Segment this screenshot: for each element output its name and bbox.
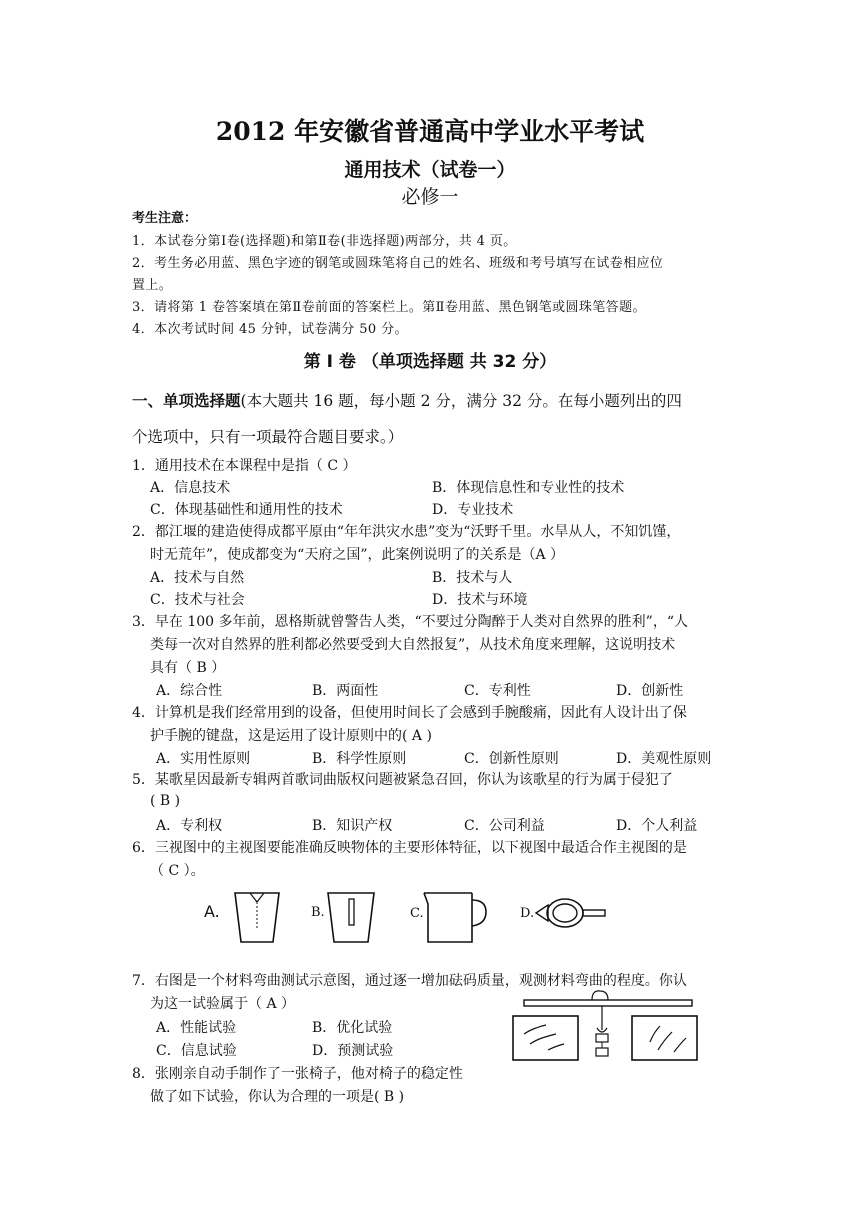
q7-option-d: D．预测试验	[312, 1043, 394, 1059]
q2-option-a: A．技术与自然	[150, 570, 245, 586]
view-figure-c	[420, 890, 490, 946]
figure-label-a: A.	[204, 902, 220, 921]
question-8-cont: 做了如下试验，你认为合理的一项是( B )	[150, 1089, 405, 1105]
part-one-instructions-2: 个选项中，只有一项最符合题目要求。）	[132, 428, 404, 446]
q4-option-d: D．美观性原则	[616, 751, 712, 767]
question-3-cont: 类每一次对自然界的胜利都必然要受到大自然报复”，从技术角度来理解，这说明技术	[150, 637, 676, 653]
module-label: 必修一	[401, 186, 459, 208]
q5-option-d: D．个人利益	[616, 818, 698, 834]
figure-label-b: B.	[311, 905, 325, 920]
note-item: 2．考生务必用蓝、黑色字迹的钢笔或圆珠笔将自己的姓名、班级和考号填写在试卷相应位	[132, 256, 664, 271]
q7-option-b: B．优化试验	[312, 1020, 393, 1036]
q2-option-b: B．技术与人	[432, 570, 513, 586]
question-2: 2．都江堰的建造使得成都平原由“年年洪灾水患”变为“沃野千里。水旱从人，不知饥馑，	[132, 524, 681, 540]
notes-heading: 考生注意：	[132, 211, 198, 226]
question-1: 1．通用技术在本课程中是指（ C ）	[132, 458, 357, 474]
q5-option-b: B．知识产权	[312, 818, 393, 834]
q5-option-a: A．专利权	[156, 818, 223, 834]
note-item: 3．请将第 1 卷答案填在第Ⅱ卷前面的答案栏上。第Ⅱ卷用蓝、黑色钢笔或圆珠笔答题。	[132, 300, 646, 315]
question-3-cont: 具有（ B ）	[150, 660, 226, 676]
q7-option-c: C．信息试验	[156, 1043, 237, 1059]
note-item: 1．本试卷分第Ⅰ卷(选择题)和第Ⅱ卷(非选择题)两部分，共 4 页。	[132, 234, 517, 249]
view-figure-a	[232, 890, 282, 944]
part-one-label: 一、单项选择题	[132, 392, 241, 410]
question-4: 4．计算机是我们经常用到的设备，但使用时间长了会感到手腕酸痛，因此有人设计出了保	[132, 705, 687, 721]
q5-option-c: C．公司利益	[464, 818, 545, 834]
part-one-heading	[132, 389, 682, 411]
question-2-cont: 时无荒年”，使成都变为“天府之国”，此案例说明了的关系是（A ）	[150, 547, 565, 563]
question-6: 6．三视图中的主视图要能准确反映物体的主要形体特征，以下视图中最适合作主视图的是	[132, 840, 687, 856]
question-6-cont: （ C ）。	[150, 863, 205, 879]
q1-option-d: D．专业技术	[432, 502, 514, 518]
q3-option-b: B．两面性	[312, 683, 379, 699]
figure-label-c: C.	[410, 906, 424, 921]
question-4-cont: 护手腕的键盘，这是运用了设计原则中的( A )	[150, 728, 432, 744]
view-figure-d	[534, 893, 608, 937]
q1-option-b: B．体现信息性和专业性的技术	[432, 480, 625, 496]
q4-option-c: C．创新性原则	[464, 751, 559, 767]
q3-option-a: A．综合性	[156, 683, 223, 699]
exam-title: 2012 年安徽省普通高中学业水平考试	[215, 117, 645, 146]
q2-option-c: C．技术与社会	[150, 592, 245, 608]
question-7: 7．右图是一个材料弯曲测试示意图，通过逐一增加砝码质量，观测材料弯曲的程度。你认	[132, 973, 687, 989]
note-item: 4．本次考试时间 45 分钟，试卷满分 50 分。	[132, 322, 408, 337]
q2-option-d: D．技术与环境	[432, 592, 528, 608]
q3-option-c: C．专利性	[464, 683, 531, 699]
question-7-cont: 为这一试验属于（ A ）	[150, 996, 296, 1012]
q7-option-a: A．性能试验	[156, 1020, 237, 1036]
section-title: 第 I 卷 （单项选择题 共 32 分）	[303, 352, 557, 372]
q1-option-c: C．体现基础性和通用性的技术	[150, 502, 343, 518]
question-8: 8．张刚亲自动手制作了一张椅子，他对椅子的稳定性	[132, 1066, 463, 1082]
q1-option-a: A．信息技术	[150, 480, 231, 496]
q3-option-d: D．创新性	[616, 683, 684, 699]
q4-option-a: A．实用性原则	[156, 751, 251, 767]
bending-test-diagram	[508, 990, 704, 1064]
note-item: 置上。	[132, 278, 173, 293]
exam-subtitle: 通用技术（试卷一）	[344, 159, 516, 181]
question-3: 3．早在 100 多年前，恩格斯就曾警告人类，“不要过分陶醉于人类对自然界的胜利”，“人	[132, 614, 688, 630]
figure-label-d: D.	[520, 906, 535, 921]
part-one-instructions: (本大题共 16 题，每小题 2 分，满分 32 分。在每小题列出的四	[240, 392, 682, 410]
q4-option-b: B．科学性原则	[312, 751, 407, 767]
question-5-cont: ( B )	[150, 793, 181, 809]
view-figure-b	[325, 890, 377, 944]
question-5: 5．某歌星因最新专辑两首歌词曲版权问题被紧急召回，你认为该歌星的行为属于侵犯了	[132, 772, 673, 788]
